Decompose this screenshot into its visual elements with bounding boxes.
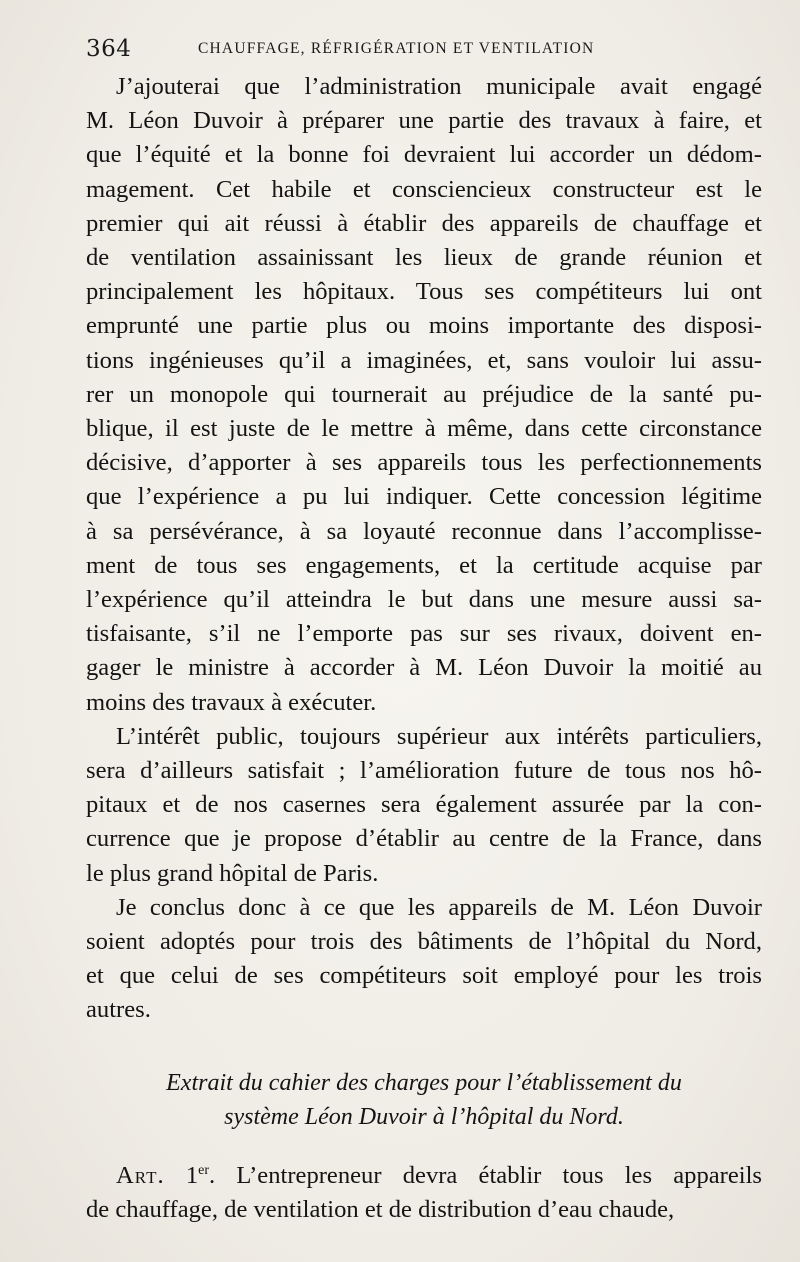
text-line: gager le ministre à accorder à M. Léon Duvoir la moitié au [86, 654, 762, 682]
text-line: décisive, d’apporter à ses appareils tous les perfectionnements [86, 449, 762, 477]
text-line: tisfaisante, s’il ne l’emporte pas sur ses rivaux, doivent en- [86, 620, 762, 648]
text-line: blique, il est juste de le mettre à même, dans cette circonstance [86, 415, 762, 443]
running-title: CHAUFFAGE, RÉFRIGÉRATION ET VENTILATION [198, 40, 595, 57]
text-line: à sa persévérance, à sa loyauté reconnue dans l’accomplisse- [86, 517, 762, 545]
text-line: ment de tous ses engagements, et la certitude acquise par [86, 551, 762, 579]
text-line: pitaux et de nos casernes sera également assurée par la con- [86, 791, 762, 819]
article-number: 1 [185, 1162, 199, 1189]
text-line: J’ajouterai que l’administration municipale avait engagé [116, 73, 762, 100]
article-number-suffix: er [198, 1163, 209, 1178]
article-line [86, 1159, 762, 1193]
body-text [86, 70, 762, 1028]
section-caption [86, 1066, 762, 1134]
caption-line: système Léon Duvoir à l’hôpital du Nord. [224, 1104, 624, 1130]
text-line: tions ingénieuses qu’il a imaginées, et, sans vouloir lui assu- [86, 346, 762, 374]
text-line: currence que je propose d’établir au centre de la France, dans [86, 825, 762, 853]
text-line: moins des travaux à exécuter. [86, 688, 377, 716]
text-line: Je conclus donc à ce que les appareils de M. Léon Duvoir [116, 893, 762, 921]
text-line: magement. Cet habile et consciencieux constructeur est le [86, 175, 762, 203]
text-line: l’expérience qu’il atteindra le but dans une mesure aussi sa- [86, 586, 762, 614]
text-line: et que celui de ses compétiteurs soit employé pour les trois [86, 962, 762, 990]
article-line: de chauffage, de ventilation et de distribution d’eau chaude, [86, 1196, 675, 1223]
text-line: soient adoptés pour trois des bâtiments de l’hôpital du Nord, [86, 928, 762, 956]
text-line: premier qui ait réussi à établir des appareils de chauffage et [86, 209, 762, 237]
text-line: principalement les hôpitaux. Tous ses compétiteurs lui ont [86, 278, 762, 306]
text-line: que l’expérience a pu lui indiquer. Cette concession légitime [86, 483, 762, 511]
paragraph-2 [86, 720, 762, 891]
paragraph-3 [86, 891, 762, 1028]
text-line: M. Léon Duvoir à préparer une partie des travaux à faire, et [86, 107, 762, 135]
caption-line: Extrait du cahier des charges pour l’établissement du [166, 1070, 682, 1096]
paragraph-1 [86, 70, 762, 720]
text-line: emprunté une partie plus ou moins importante des disposi- [86, 312, 762, 340]
text-line: de ventilation assainissant les lieux de grande réunion et [86, 244, 762, 272]
text-line: sera d’ailleurs satisfait ; l’amélioration future de tous nos hô- [86, 757, 762, 785]
text-line: que l’équité et la bonne foi devraient lui accorder un dédom- [86, 141, 762, 169]
text-line: rer un monopole qui tournerait au préjudice de la santé pu- [86, 380, 762, 408]
page-number: 364 [86, 36, 132, 62]
article-1 [86, 1159, 762, 1227]
text-line: autres. [86, 996, 151, 1024]
text-line: L’intérêt public, toujours supérieur aux intérêts particuliers, [116, 722, 762, 750]
text-line: le plus grand hôpital de Paris. [86, 859, 379, 887]
article-label: Art. [116, 1162, 165, 1189]
page-header [86, 36, 766, 66]
article-text: . L’entrepreneur devra établir tous les appareils [209, 1162, 762, 1189]
